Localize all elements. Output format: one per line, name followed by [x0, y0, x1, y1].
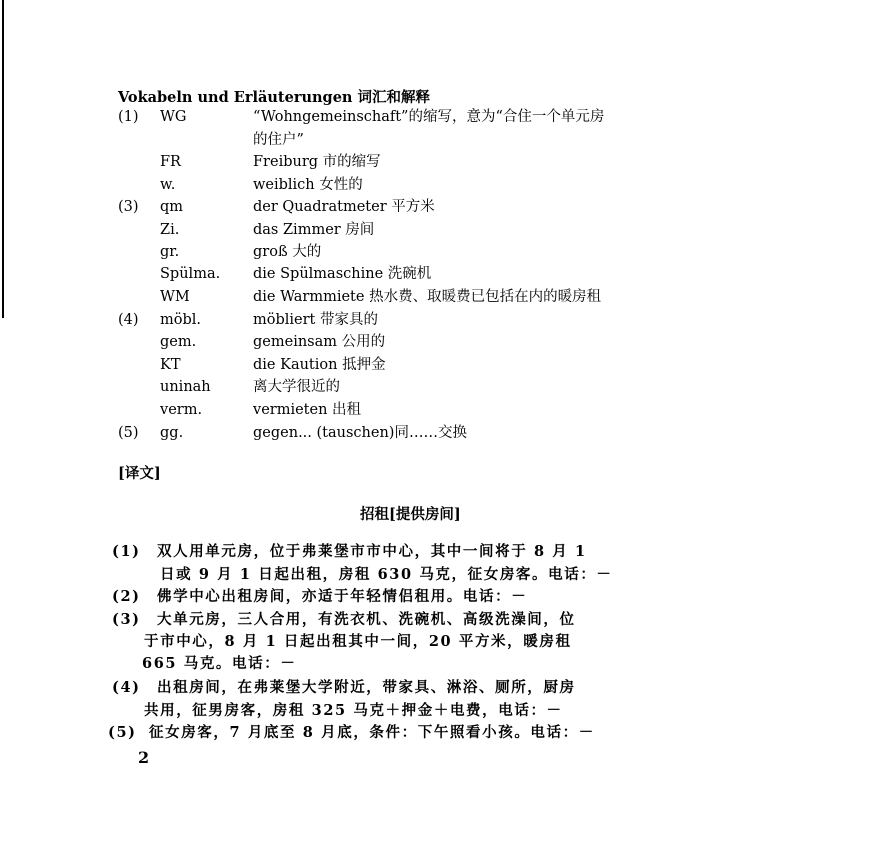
vocab-definition: die Warmmiete 热水费、取暖费已包括在内的暖房租 — [253, 289, 602, 305]
vocab-definition: möbliert 带家具的 — [253, 312, 378, 328]
translation-number: (4) — [112, 679, 141, 696]
vocab-term: FR — [160, 154, 181, 170]
vocabulary-heading: Vokabeln und Erläuterungen 词汇和解释 — [118, 89, 431, 106]
vocab-definition: vermieten 出租 — [253, 402, 362, 418]
vocab-definition: gegen... (tauschen)同……交换 — [253, 425, 467, 441]
vocab-number: (3) — [118, 199, 139, 215]
translation-text: 征女房客，7 月底至 8 月底，条件：下午照看小孩。电话：－ — [149, 724, 595, 741]
translation-number: (3) — [112, 611, 141, 628]
vocab-term: Zi. — [160, 222, 180, 238]
vocab-term: w. — [160, 177, 176, 193]
scan-edge-line — [2, 0, 4, 318]
vocab-term: gem. — [160, 334, 197, 350]
translation-text: 双人用单元房，位于弗莱堡市市中心，其中一间将于 8 月 1 — [157, 543, 587, 560]
vocab-term: uninah — [160, 379, 211, 395]
vocab-definition: gemeinsam 公用的 — [253, 334, 386, 350]
vocab-term: WG — [160, 109, 187, 125]
translation-number: (5) — [108, 724, 137, 741]
vocab-definition: der Quadratmeter 平方米 — [253, 199, 435, 215]
page-number: 2 — [138, 748, 150, 767]
vocab-term: KT — [160, 357, 181, 373]
vocab-definition: das Zimmer 房间 — [253, 222, 375, 238]
translation-line — [108, 723, 595, 743]
vocab-term: verm. — [160, 402, 203, 418]
translation-number: (2) — [112, 588, 141, 605]
translation-line — [112, 542, 587, 562]
translation-number: (1) — [112, 543, 141, 560]
vocab-number: (1) — [118, 109, 139, 125]
translation-text: 日或 9 月 1 日起出租，房租 630 马克，征女房客。电话：－ — [160, 566, 613, 583]
vocab-definition: weiblich 女性的 — [253, 177, 363, 193]
translation-section-label: [译文] — [118, 465, 161, 482]
vocab-term: möbl. — [160, 312, 202, 328]
vocab-term: WM — [160, 289, 190, 305]
translation-text: 共用，征男房客，房租 325 马克＋押金＋电费，电话：－ — [144, 702, 563, 719]
vocab-definition: die Spülmaschine 洗碗机 — [253, 266, 432, 282]
translation-text: 佛学中心出租房间，亦适于年轻情侣租用。电话：－ — [157, 588, 528, 605]
vocab-term: qm — [160, 199, 184, 215]
translation-text: 大单元房，三人合用，有洗衣机、洗碗机、高级洗澡间，位 — [157, 611, 576, 628]
vocab-number: (5) — [118, 425, 139, 441]
vocab-definition: Freiburg 市的缩写 — [253, 154, 381, 170]
translation-title: 招租[提供房间] — [360, 506, 461, 523]
vocab-definition: groß 大的 — [253, 244, 322, 260]
vocab-number: (4) — [118, 312, 139, 328]
vocab-definition: die Kaution 抵押金 — [253, 357, 386, 373]
vocab-term: gg. — [160, 425, 184, 441]
translation-text: 665 马克。电话：－ — [142, 655, 297, 672]
vocab-definition: 的住户” — [253, 132, 304, 148]
translation-line — [112, 610, 576, 630]
vocab-term: Spülma. — [160, 266, 221, 282]
translation-line — [112, 678, 576, 698]
vocab-definition: 离大学很近的 — [253, 379, 340, 395]
translation-text: 于市中心，8 月 1 日起出租其中一间，20 平方米，暖房租 — [144, 633, 572, 650]
vocab-term: gr. — [160, 244, 180, 260]
vocab-definition: “Wohngemeinschaft”的缩写，意为“合住一个单元房 — [253, 109, 605, 125]
translation-line — [112, 587, 528, 607]
translation-text: 出租房间，在弗莱堡大学附近，带家具、淋浴、厕所，厨房 — [157, 679, 576, 696]
